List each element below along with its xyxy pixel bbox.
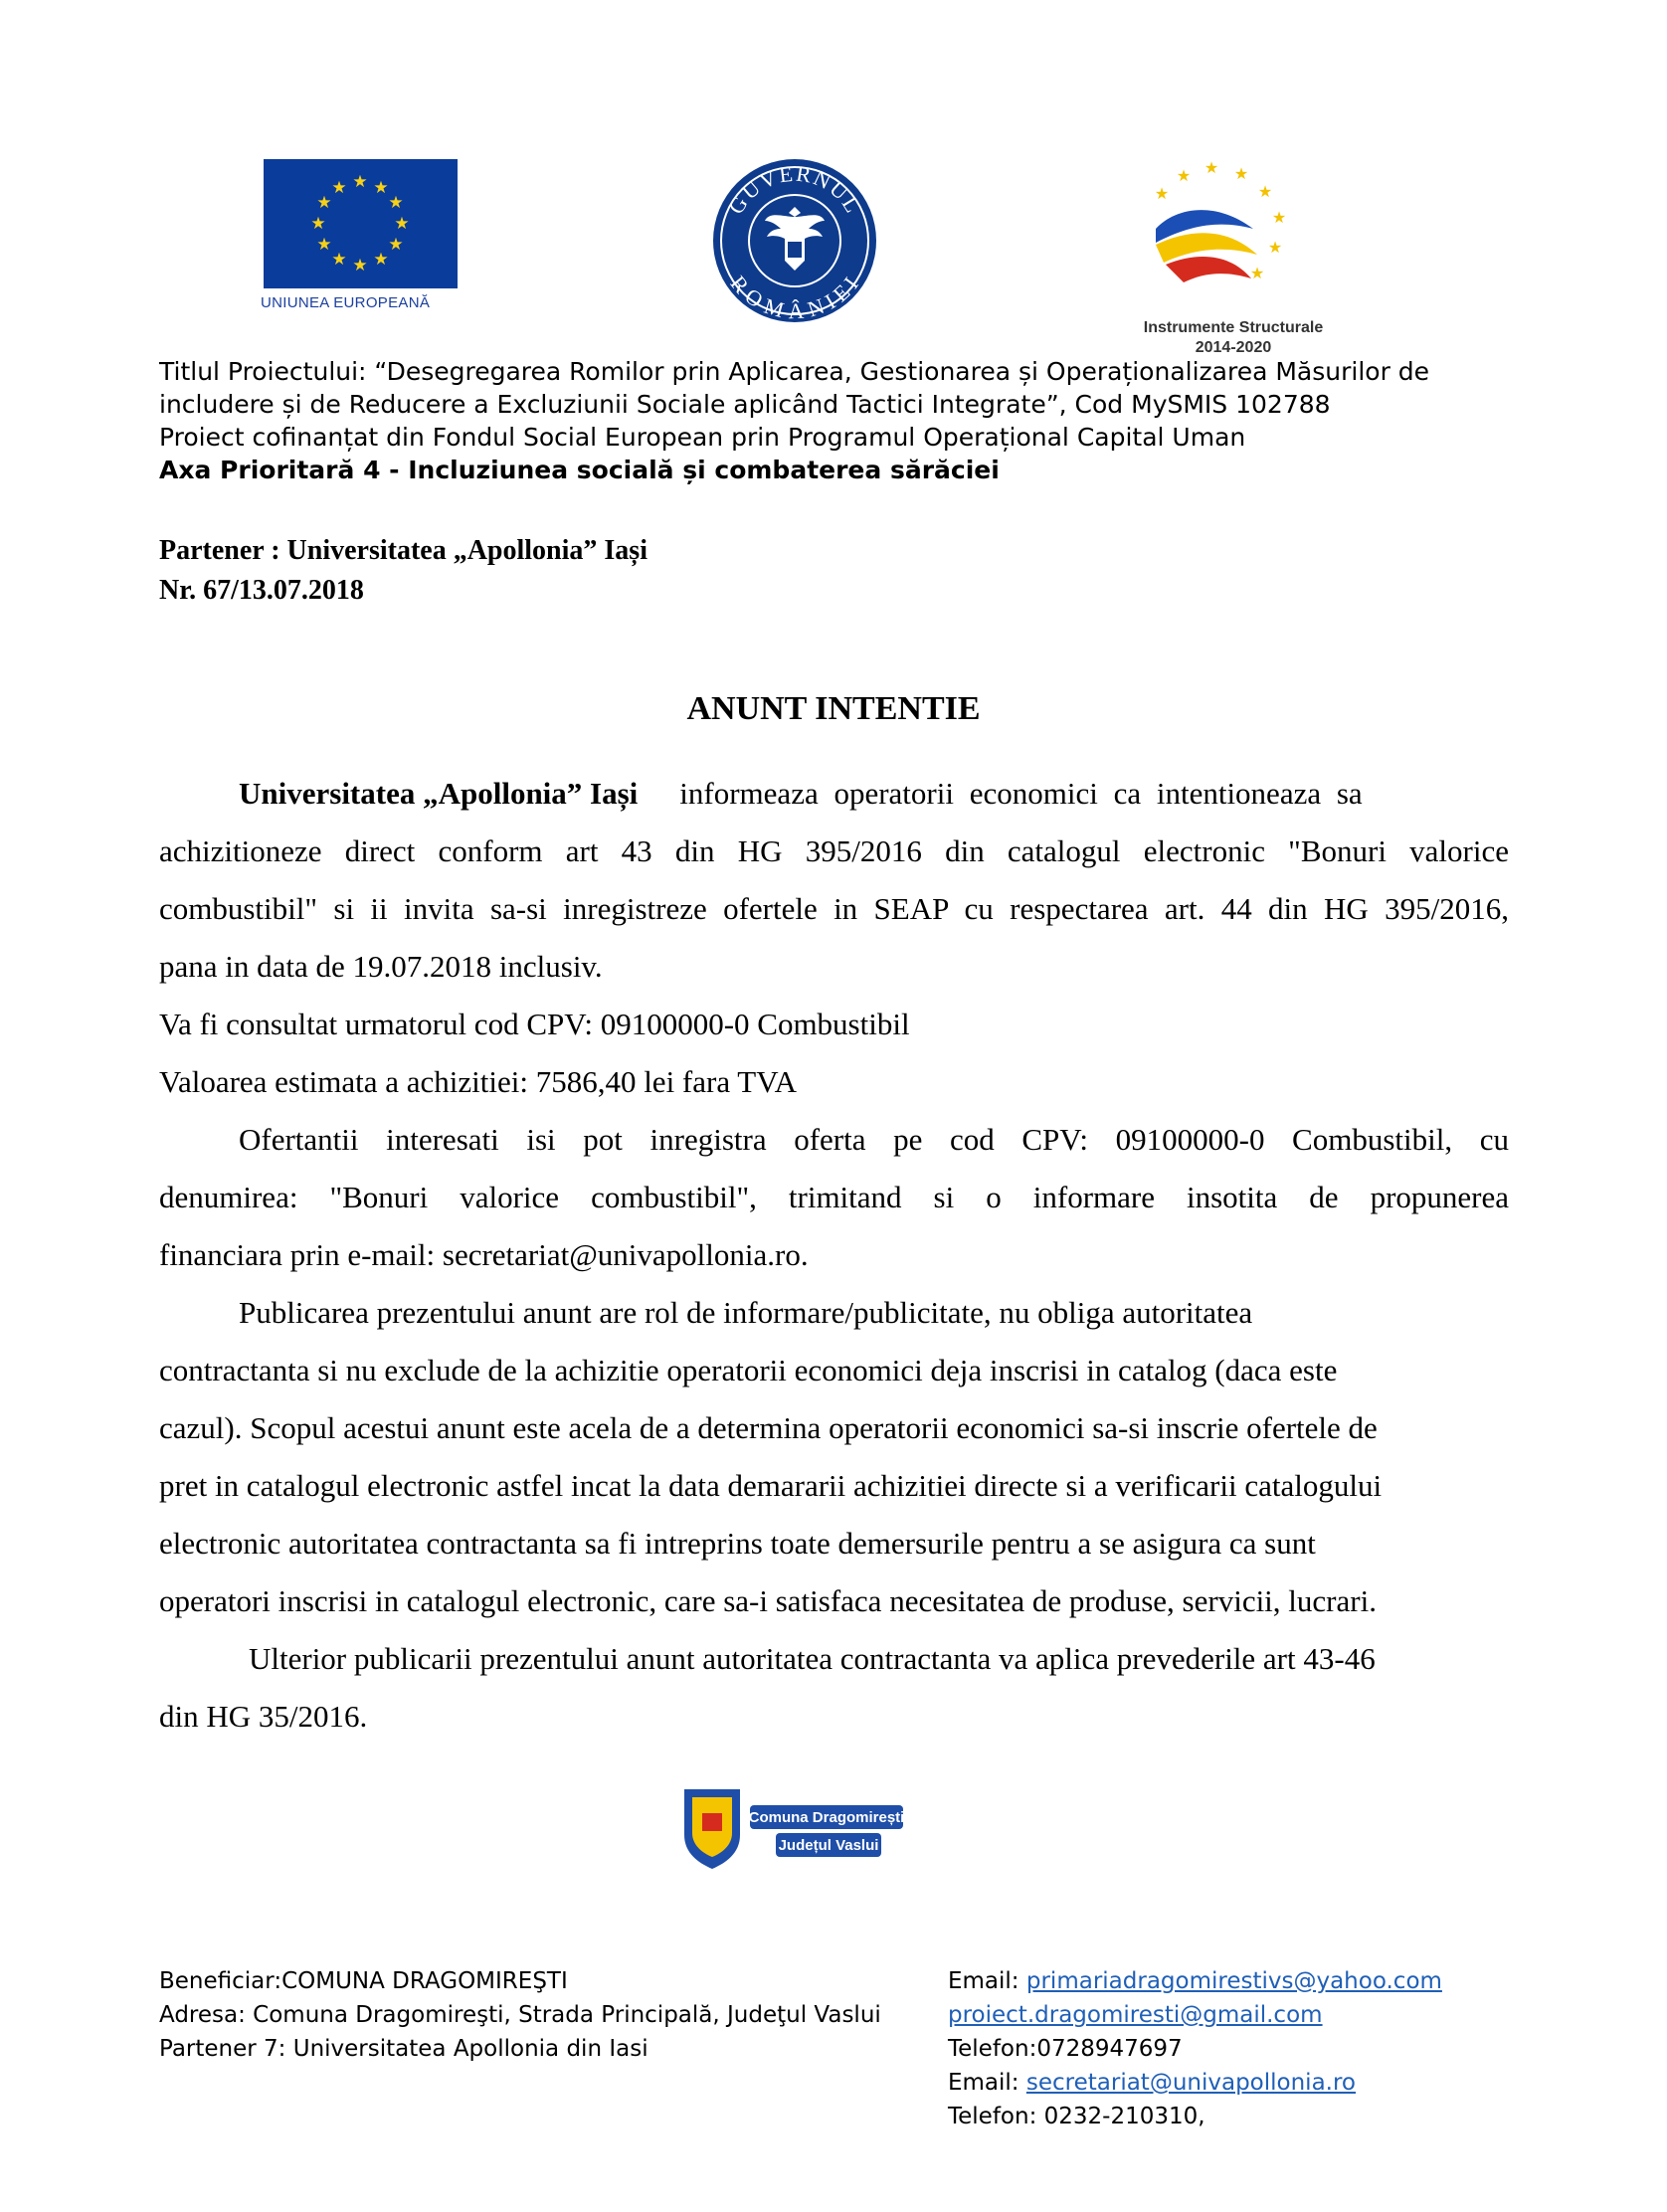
dragomiresti-logo (680, 1785, 907, 1871)
paragraph2-line1: Ofertantii interesati isi pot inregistra oferta pe cod CPV: 09100000-0 Combustibil, cu (239, 1122, 1509, 1157)
instrumente-structurale-logo (1134, 159, 1313, 308)
paragraph3-line6: operatori inscrisi in catalogul electronic, care sa-i satisfaca necesitatea de produse, servicii, lucrari. (159, 1583, 1377, 1618)
project-title-line2: includere și de Reducere a Excluziunii Sociale aplicând Tactici Integrate”, Cod MySMIS 102788 (159, 390, 1331, 419)
dragomiresti-label-1: Comuna Dragomirești (748, 1809, 905, 1826)
paragraph2-line2: denumirea: "Bonuri valorice combustibil", trimitand si o informare insotita de propunerea (159, 1180, 1509, 1214)
svg-text:★: ★ (1233, 164, 1249, 183)
svg-text:★: ★ (1176, 166, 1192, 185)
paragraph3-line4: pret in catalogul electronic astfel incat la data demararii achizitiei directe si a verificarii catalogului (159, 1468, 1383, 1503)
footer-email3-row (948, 2066, 1356, 2100)
svg-text:★: ★ (316, 193, 332, 213)
partner-line: Partener : Universitatea „Apollonia” Iași (159, 535, 648, 566)
is-label-line2: 2014-2020 (1195, 339, 1272, 356)
eu-logo-label: UNIUNEA EUROPEANĂ (261, 294, 431, 311)
government-seal-icon (711, 157, 878, 324)
eu-stars-icon (264, 159, 458, 288)
svg-text:★: ★ (373, 178, 389, 198)
instrumente-structurale-icon (1134, 159, 1313, 308)
svg-text:★: ★ (1249, 264, 1265, 282)
svg-text:★: ★ (1267, 238, 1283, 257)
project-title-line1: Titlul Proiectului: “Desegregarea Romilor prin Aplicarea, Gestionarea și Operaționalizarea Măsurilor de (159, 357, 1430, 386)
instrumente-structurale-label (1109, 318, 1358, 358)
footer-phone1: Telefon:0728947697 (948, 2036, 1183, 2062)
dragomiresti-label-2: Județul Vaslui (778, 1837, 879, 1854)
paragraph3-line1: Publicarea prezentului anunt are rol de informare/publicitate, nu obliga autoritatea (239, 1295, 1253, 1330)
priority-axis-line: Axa Prioritară 4 - Incluziunea socială și combaterea sărăciei (159, 456, 1000, 484)
svg-text:★: ★ (394, 214, 410, 234)
footer-email2-row (948, 1998, 1323, 2032)
paragraph4-line2: din HG 35/2016. (159, 1699, 368, 1734)
svg-text:★: ★ (352, 256, 368, 276)
cpv-line: Va fi consultat urmatorul cod CPV: 09100000-0 Combustibil (159, 1007, 910, 1041)
dragomiresti-coat-of-arms-icon (680, 1785, 907, 1871)
paragraph1-line1 (159, 776, 1509, 812)
seal-text-top: GUVERNUL (723, 160, 867, 219)
svg-text:★: ★ (1271, 208, 1287, 227)
p1-line1-text: informeaza operatorii economici ca intentioneaza sa (679, 776, 1363, 811)
footer-email2-link[interactable]: proiect.dragomiresti@gmail.com (948, 2002, 1323, 2028)
footer-partner: Partener 7: Universitatea Apollonia din Iasi (159, 2036, 648, 2062)
footer-address: Adresa: Comuna Dragomireşti, Strada Principală, Judeţul Vaslui (159, 2002, 881, 2028)
footer-email1-row (948, 1964, 1442, 1998)
footer-email1-link[interactable]: primariadragomirestivs@yahoo.com (1025, 1968, 1442, 1994)
footer-email3-link[interactable]: secretariat@univapollonia.ro (1025, 2070, 1356, 2096)
paragraph1-line3: combustibil" si ii invita sa-si inregistreze ofertele in SEAP cu respectarea art. 44 din HG 395/2016, (159, 891, 1509, 926)
is-label-line1: Instrumente Structurale (1143, 319, 1324, 336)
paragraph3-line5: electronic autoritatea contractanta sa fi intreprins toate demersurile pentru a se asigura ca sunt (159, 1526, 1316, 1561)
paragraph1-line2: achizitioneze direct conform art 43 din HG 395/2016 din catalogul electronic "Bonuri valorice (159, 833, 1509, 868)
svg-text:★: ★ (1204, 159, 1219, 177)
paragraph2-line3: financiara prin e-mail: secretariat@univapollonia.ro. (159, 1237, 809, 1272)
document-title: ANUNT INTENTIE (686, 690, 981, 727)
svg-text:★: ★ (310, 214, 326, 234)
svg-text:★: ★ (388, 193, 404, 213)
project-cofinancing-line: Proiect cofinanțat din Fondul Social European prin Programul Operațional Capital Uman (159, 423, 1246, 452)
paragraph1-line4: pana in data de 19.07.2018 inclusiv. (159, 949, 603, 984)
footer-beneficiary: Beneficiar:COMUNA DRAGOMIREŞTI (159, 1968, 568, 1994)
svg-text:★: ★ (1257, 182, 1273, 201)
paragraph4-line1: Ulterior publicarii prezentului anunt autoritatea contractanta va aplica prevederile art 43-46 (249, 1641, 1376, 1676)
footer-email3-label: Email: (948, 2070, 1026, 2096)
university-name: Universitatea „Apollonia” Iași (239, 776, 639, 811)
svg-text:★: ★ (388, 235, 404, 255)
footer-email1-label: Email: (948, 1968, 1026, 1994)
seal-text-bottom: ROMÂNIEI (725, 271, 864, 324)
paragraph3-line2: contractanta si nu exclude de la achizitie operatorii economici deja inscrisi in catalog (daca este (159, 1353, 1338, 1387)
svg-text:★: ★ (316, 235, 332, 255)
paragraph3-line3: cazul). Scopul acestui anunt este acela de a determina operatorii economici sa-si inscrie ofertele de (159, 1410, 1378, 1445)
svg-text:★: ★ (331, 178, 347, 198)
svg-text:★: ★ (1154, 184, 1170, 203)
svg-text:★: ★ (352, 172, 368, 192)
estimated-value-line: Valoarea estimata a achizitiei: 7586,40 lei fara TVA (159, 1064, 797, 1099)
svg-text:★: ★ (373, 250, 389, 270)
footer-phone2: Telefon: 0232-210310, (948, 2104, 1205, 2129)
eu-flag-logo (264, 159, 458, 288)
svg-text:★: ★ (331, 250, 347, 270)
romanian-government-seal (711, 157, 878, 324)
document-number: Nr. 67/13.07.2018 (159, 575, 364, 606)
